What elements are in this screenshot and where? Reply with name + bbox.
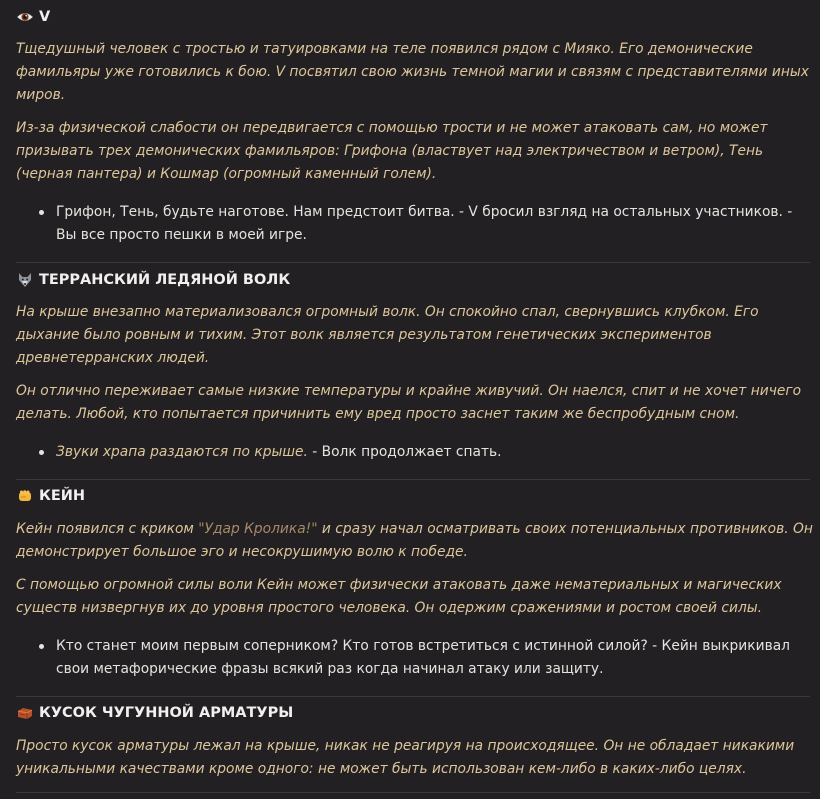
- description-paragraph: [16, 518, 816, 564]
- section-heading-text: КУСОК ЧУГУННОЙ АРМАТУРЫ: [39, 705, 294, 721]
- section-heading: [17, 6, 50, 28]
- description-paragraph: Тщедушный человек с тростью и татуировками на теле появился рядом с Мияко. Его демонические фамильяры уже готовились к бою. V посвятил свою жизнь темной магии и связям с представителями иных миров.: [16, 41, 809, 103]
- description-paragraph: С помощью огромной силы воли Кейн может физически атаковать даже нематериальных и магических существ низвергнув их до уровня простого человека. Он одержим сражениями и ростом своей силы.: [16, 577, 782, 616]
- description-paragraph: Он отлично переживает самые низкие температуры и крайне живучий. Он наелся, спит и не хочет ничего делать. Любой, кто попытается причинить ему вред просто заснет таким же беспробудным сном.: [16, 383, 802, 422]
- list-item-emphasis: Звуки храпа раздаются по крыше.: [56, 444, 308, 460]
- list-item: [56, 635, 816, 681]
- bullet-dot: [39, 210, 44, 215]
- bullet-dot: [39, 450, 44, 455]
- bullet-dot: [39, 644, 44, 649]
- section-heading-text: ТЕРРАНСКИЙ ЛЕДЯНОЙ ВОЛК: [39, 272, 291, 288]
- section-heading: [17, 485, 85, 507]
- divider: [16, 262, 810, 263]
- paragraph-text: Кейн появился с криком: [16, 521, 199, 537]
- divider: [16, 479, 810, 480]
- section-heading: [17, 269, 290, 291]
- divider: [16, 696, 810, 697]
- eye-icon: [17, 9, 33, 25]
- wolf-icon: [17, 272, 33, 288]
- paragraph-text: и сразу начал осматривать своих потенциальных противников. Он демонстрирует большое эго и несокрушимую волю к победе.: [16, 521, 813, 560]
- list-item-text: Грифон, Тень, будьте наготове. Нам предстоит битва. - V бросил взгляд на остальных участников. - Вы все просто пешки в моей игре.: [56, 204, 793, 243]
- list-item: [56, 441, 816, 464]
- description-paragraph: На крыше внезапно материализовался огромный волк. Он спокойно спал, свернувшись клубком. Его дыхание было ровным и тихим. Этот волк является результатом генетических экспериментов древнетерранских людей.: [16, 304, 759, 366]
- list-item: [56, 201, 816, 247]
- list-item-text: Кто станет моим первым соперником? Кто готов встретиться с истинной силой? - Кейн выкрикивал свои метафорические фразы всякий раз когда начинал атаку или защиту.: [56, 638, 790, 677]
- divider: [16, 792, 810, 793]
- description-paragraph: Просто кусок арматуры лежал на крыше, никак не реагируя на происходящее. Он не обладает никакими уникальными качествами кроме одного: не может быть использован кем-либо в каких-либо целях.: [16, 738, 795, 777]
- quoted-shout: "Удар Кролика!": [198, 521, 318, 537]
- list-item-text: - Волк продолжает спать.: [307, 444, 502, 460]
- description-paragraph: Из-за физической слабости он передвигается с помощью трости и не может атаковать сам, но может призывать трех демонических фамильяров: Грифона (властвует над электричеством и ветром), Тень (черная пантера) и Кошмар (огромный каменный голем).: [16, 120, 768, 182]
- brick-icon: [17, 705, 33, 721]
- section-heading-text: КЕЙН: [39, 488, 86, 504]
- section-heading: [17, 702, 293, 724]
- section-heading-text: V: [39, 9, 51, 25]
- fist-icon: [17, 488, 33, 504]
